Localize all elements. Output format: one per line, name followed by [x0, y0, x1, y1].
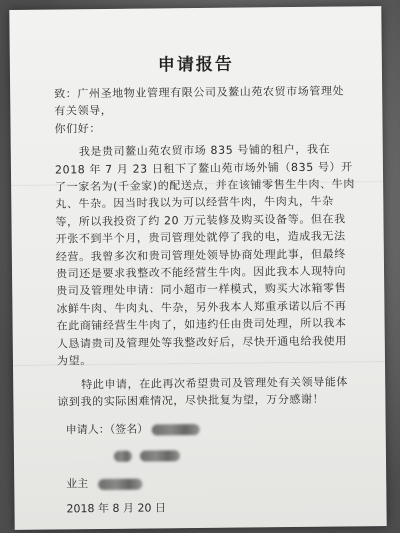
document-date: 2018 年 8 月 20 日	[66, 501, 167, 516]
greeting-line: 你们好：	[54, 121, 102, 136]
main-paragraph: 我是贵司鳌山苑农贸市场 835 号铺的租户，我在 2018 年 7 月 23 日租下了鳌山苑市场外铺（835 号）开了一家名为(千金家)的配送点，并在该铺零售生牛肉、牛肉丸、牛杂。因当时我以为可以经营牛肉，牛肉丸，牛杂等，所以我投资了约 20 万元装修及购买设备等。但在我开张不到半个月，贵司管理处就停了我的电，造成我无法经营。我曾多次和贵司管理处领导协商处理此事，但最终贵司还是要求我整改不能经营生牛肉。因此我本人现特向贵司及管理处申请：同小超市一样模式，购买大冰箱零售冰鲜牛肉、牛肉丸、牛杂，另外我本人郑重承诺以后不再在此商铺经营生牛肉了，如违约任由贵司处理，所以我本人恳请贵司及管理处等我整改好后，尽快开通电给我使用为望。	[54, 142, 355, 368]
applicant-extra-line	[66, 448, 180, 462]
document-body	[54, 82, 357, 410]
redacted-name	[114, 450, 132, 461]
date-line	[66, 499, 166, 516]
owner-line	[66, 475, 142, 492]
redacted-owner-signature	[98, 478, 142, 489]
document-title: 申请报告	[157, 54, 234, 76]
applicant-line	[66, 420, 200, 437]
document-page	[9, 6, 386, 530]
applicant-label: 申请人：（签名）	[65, 422, 149, 437]
redacted-signature	[152, 423, 200, 435]
closing-paragraph: 特此申请，在此再次希望贵司及管理处有关领导能体谅到我的实际困难情况，尽快批复为望，万分感谢！	[57, 374, 349, 409]
owner-label: 业主	[66, 477, 89, 491]
redacted-name	[139, 450, 179, 461]
salutation-line: 致：广州圣地物业管理有限公司及鳌山苑农贸市场管理处有关领导，	[54, 84, 345, 118]
